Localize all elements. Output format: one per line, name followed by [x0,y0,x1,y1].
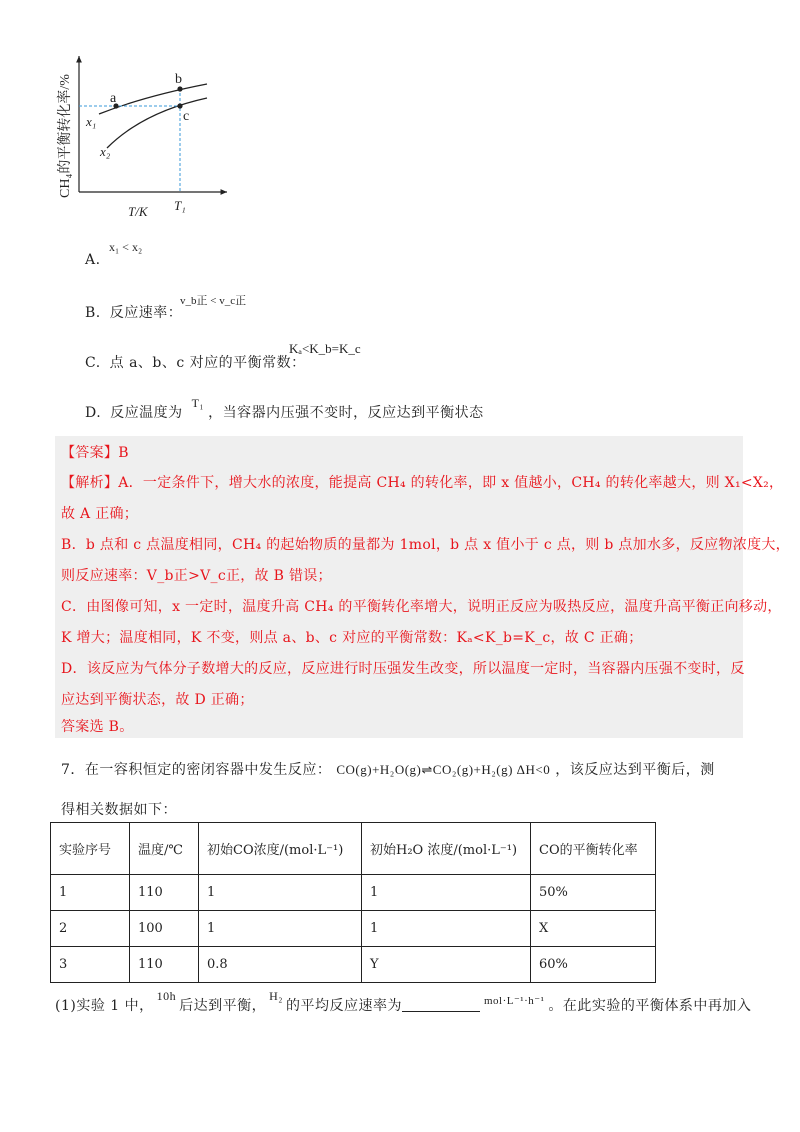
table-row [51,911,656,947]
data-table [50,822,656,983]
analysis-line-3: B．b 点和 c 点温度相同，CH₄ 的起始物质的量都为 1mol，b 点 x 值小于 c 点，则 b 点加水多，反应物浓度大， [61,537,790,553]
table-cell: 50% [531,875,656,911]
table-header-cell: 初始H₂O 浓度/(mol·L⁻¹) [362,823,531,875]
table-cell: 1 [362,875,531,911]
option-c-formula: Kₐ<K_b=K_c [289,341,361,356]
label-c: c [183,109,190,124]
point-c [177,103,182,108]
option-a-formula: x₁ < x₂ [109,240,143,254]
option-a-label: A. [85,252,101,268]
option-b[interactable] [85,302,182,322]
sub1-a: (1)实验 1 中， [55,998,154,1014]
table-header-cell: 初始CO浓度/(mol·L⁻¹) [199,823,362,875]
label-b: b [175,72,182,87]
option-d[interactable] [85,396,484,422]
table-header-cell: 温度/℃ [130,823,199,875]
question-7-intro1: 7．在一容积恒定的密闭容器中发生反应： [61,762,332,778]
option-d-formula: T₁ [191,396,205,410]
conversion-graph [55,50,235,225]
option-d-text2: ，当容器内压强不变时，反应达到平衡状态 [208,405,484,421]
option-c[interactable] [85,352,306,372]
option-d-text1: 反应温度为 [110,405,183,421]
option-c-text: 点 a、b、c 对应的平衡常数： [109,355,306,371]
option-a[interactable] [85,252,101,268]
label-a: a [110,91,117,106]
answer-line: 【答案】B [61,445,129,461]
table-cell: 2 [51,911,130,947]
table-header-cell: 实验序号 [51,823,130,875]
sub-question-1 [55,989,752,1015]
option-c-label: C. [85,355,101,371]
reaction-equation: CO(g)+H₂O(g)⇌CO₂(g)+H₂(g) ΔH<0 [336,762,551,777]
table-header-row [51,823,656,875]
t1-tick-label: T₁ [174,198,186,213]
table-cell: X [531,911,656,947]
label-x1: x₁ [86,114,97,129]
table-row [51,875,656,911]
graph-axes [79,56,227,192]
table-cell: Y [362,947,531,983]
analysis-line-1 [61,472,783,492]
point-b [177,86,182,91]
x-axis-label: T/K [128,204,148,219]
analysis-text-1: A．一定条件下，增大水的浓度，能提高 CH₄ 的转化率，即 x 值越小，CH₄ 的转化率越大，则 X₁<X₂， [118,475,784,491]
table-cell: 100 [130,911,199,947]
question-7-intro3: 得相关数据如下： [61,802,177,818]
table-cell: 1 [199,875,362,911]
table-cell: 3 [51,947,130,983]
table-cell: 0.8 [199,947,362,983]
label-x2: x₂ [100,144,111,159]
table-cell: 1 [362,911,531,947]
analysis-line-6: K 增大；温度相同，K 不变，则点 a、b、c 对应的平衡常数：Kₐ<K_b=K_c，故 C 正确； [61,630,643,646]
analysis-line-8: 应达到平衡状态，故 D 正确； [61,692,254,708]
analysis-line-5: C．由图像可知，x 一定时，温度升高 CH₄ 的平衡转化率增大，说明正反应为吸热反应，温度升高平衡正向移动， [61,599,782,615]
analysis-line-9: 答案选 B。 [61,719,134,735]
y-axis-label: CH₄的平衡转化率/% [58,74,73,198]
option-b-label: B. [85,305,101,321]
analysis-tag: 【解析】 [61,475,119,491]
sub1-d: 。在此实验的平衡体系中再加入 [548,998,752,1014]
table-cell: 1 [51,875,130,911]
option-b-text: 反应速率： [109,305,183,321]
option-d-label: D. [85,405,102,421]
answer-blank[interactable] [402,997,480,1012]
option-b-formula: v_b正 < v_c正 [180,295,247,307]
sub1-b: 后达到平衡， [179,998,267,1014]
table-cell: 1 [199,911,362,947]
analysis-line-4: 则反应速率：V_b正>V_c正，故 B 错误； [61,568,332,584]
table-cell: 60% [531,947,656,983]
question-7-intro2: ，该反应达到平衡后，测 [555,762,715,778]
table-cell: 110 [130,875,199,911]
table-row [51,947,656,983]
table-cell: 110 [130,947,199,983]
analysis-line-2: 故 A 正确； [61,506,139,522]
sub1-species: H₂ [269,989,283,1003]
sub1-c: 的平均反应速率为 [286,998,402,1014]
question-7-intro [61,759,715,779]
sub1-unit: mol·L⁻¹·h⁻¹ [484,995,545,1007]
analysis-line-7: D．该反应为气体分子数增大的反应，反应进行时压强发生改变，所以温度一定时，当容器内压强不变时，反 [61,661,745,677]
sub1-time: 10h [156,989,177,1003]
table-header-cell: CO的平衡转化率 [531,823,656,875]
